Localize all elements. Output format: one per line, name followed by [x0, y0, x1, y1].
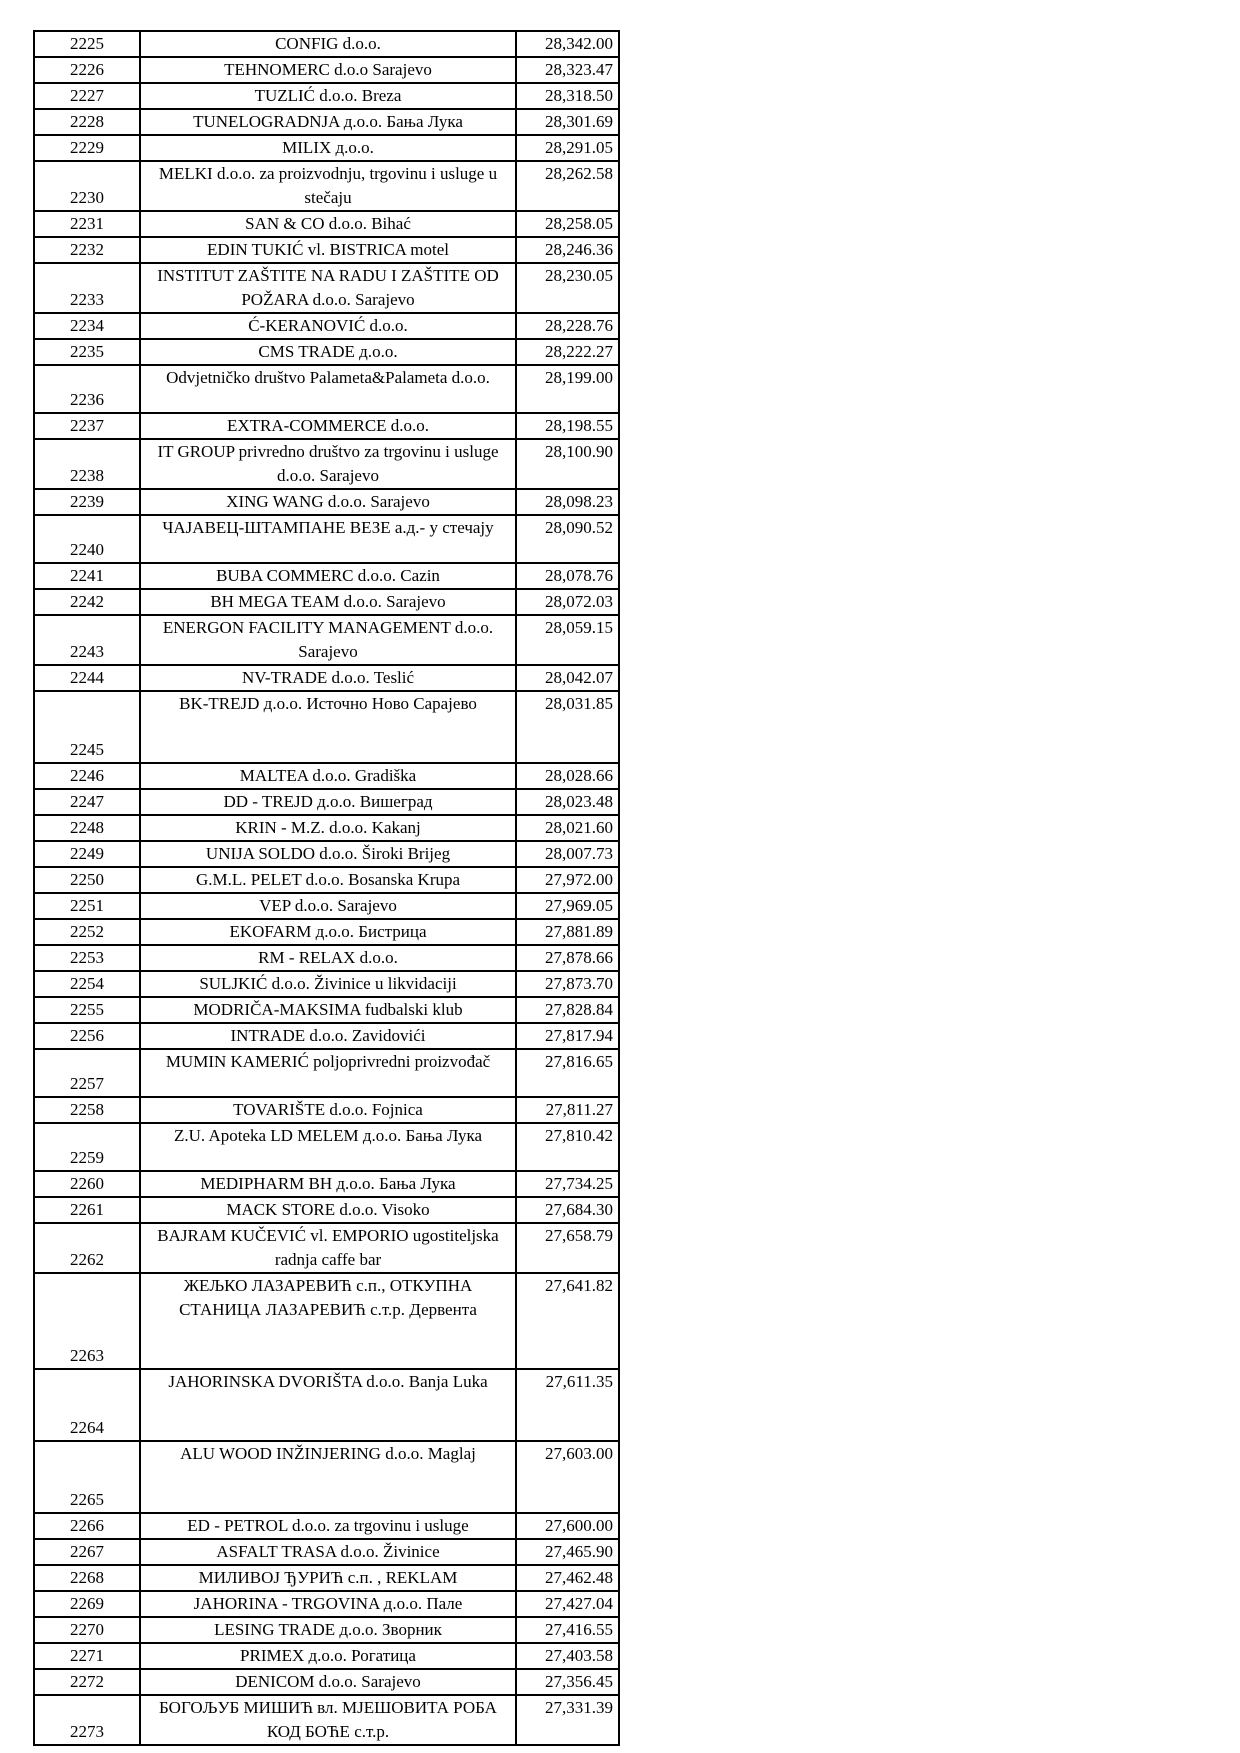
amount-cell: 27,816.65 — [516, 1049, 619, 1097]
row-number-cell: 2240 — [34, 515, 140, 563]
table-row — [34, 237, 619, 263]
company-name-cell: MILIX д.о.о. — [140, 135, 516, 161]
company-name-cell: ED - PETROL d.o.o. za trgovinu i usluge — [140, 1513, 516, 1539]
row-number-cell: 2225 — [34, 31, 140, 57]
table-row — [34, 919, 619, 945]
company-name-cell: SAN & CO d.o.o. Bihać — [140, 211, 516, 237]
amount-cell: 27,878.66 — [516, 945, 619, 971]
row-number-cell: 2256 — [34, 1023, 140, 1049]
row-number-cell: 2252 — [34, 919, 140, 945]
amount-cell: 27,972.00 — [516, 867, 619, 893]
company-name-cell: МИЛИВОЈ ЂУРИЋ с.п. , REKLAM — [140, 1565, 516, 1591]
row-number-cell: 2250 — [34, 867, 140, 893]
company-name-cell: BAJRAM KUČEVIĆ vl. EMPORIO ugostiteljska radnja caffe bar — [140, 1223, 516, 1273]
table-row — [34, 867, 619, 893]
company-name-cell: IT GROUP privredno društvo za trgovinu i usluge d.o.o. Sarajevo — [140, 439, 516, 489]
amount-cell: 27,811.27 — [516, 1097, 619, 1123]
amount-cell: 27,356.45 — [516, 1669, 619, 1695]
company-name-cell: ASFALT TRASA d.o.o. Živinice — [140, 1539, 516, 1565]
company-name-cell: DENICOM d.o.o. Sarajevo — [140, 1669, 516, 1695]
table-row — [34, 1171, 619, 1197]
company-name-cell: INTRADE d.o.o. Zavidovići — [140, 1023, 516, 1049]
table-row — [34, 1565, 619, 1591]
company-name-cell: TUNELOGRADNJA д.о.о. Бања Лука — [140, 109, 516, 135]
company-name-cell: EDIN TUKIĆ vl. BISTRICA motel — [140, 237, 516, 263]
row-number-cell: 2227 — [34, 83, 140, 109]
company-name-cell: JAHORINSKA DVORIŠTA d.o.o. Banja Luka — [140, 1369, 516, 1441]
table-row — [34, 1049, 619, 1097]
company-name-cell: XING WANG d.o.o. Sarajevo — [140, 489, 516, 515]
table-row — [34, 439, 619, 489]
row-number-cell: 2244 — [34, 665, 140, 691]
company-name-cell: BUBA COMMERC d.o.o. Cazin — [140, 563, 516, 589]
row-number-cell: 2236 — [34, 365, 140, 413]
table-row — [34, 589, 619, 615]
row-number-cell: 2228 — [34, 109, 140, 135]
amount-cell: 28,230.05 — [516, 263, 619, 313]
amount-cell: 27,881.89 — [516, 919, 619, 945]
row-number-cell: 2270 — [34, 1617, 140, 1643]
amount-cell: 27,828.84 — [516, 997, 619, 1023]
table-row — [34, 135, 619, 161]
company-name-cell: MALTEA d.o.o. Gradiška — [140, 763, 516, 789]
row-number-cell: 2257 — [34, 1049, 140, 1097]
table-row — [34, 31, 619, 57]
row-number-cell: 2251 — [34, 893, 140, 919]
table-row — [34, 489, 619, 515]
table-body — [34, 31, 619, 1745]
row-number-cell: 2268 — [34, 1565, 140, 1591]
table-row — [34, 83, 619, 109]
table-row — [34, 1441, 619, 1513]
row-number-cell: 2264 — [34, 1369, 140, 1441]
row-number-cell: 2265 — [34, 1441, 140, 1513]
table-row — [34, 1695, 619, 1745]
row-number-cell: 2271 — [34, 1643, 140, 1669]
company-name-cell: ALU WOOD INŽINJERING d.o.o. Maglaj — [140, 1441, 516, 1513]
table-row — [34, 515, 619, 563]
table-row — [34, 1591, 619, 1617]
table-row — [34, 1097, 619, 1123]
amount-cell: 28,301.69 — [516, 109, 619, 135]
row-number-cell: 2232 — [34, 237, 140, 263]
amount-cell: 28,199.00 — [516, 365, 619, 413]
table-row — [34, 691, 619, 763]
table-row — [34, 763, 619, 789]
row-number-cell: 2229 — [34, 135, 140, 161]
table-row — [34, 789, 619, 815]
company-name-cell: VEP d.o.o. Sarajevo — [140, 893, 516, 919]
company-name-cell: ЖЕЉКО ЛАЗАРЕВИЋ с.п., ОТКУПНА СТАНИЦА ЛАЗАРЕВИЋ с.т.р. Дервента — [140, 1273, 516, 1369]
amount-cell: 27,817.94 — [516, 1023, 619, 1049]
table-row — [34, 413, 619, 439]
row-number-cell: 2262 — [34, 1223, 140, 1273]
company-name-cell: LESING TRADE д.о.о. Зворник — [140, 1617, 516, 1643]
amount-cell: 28,228.76 — [516, 313, 619, 339]
amount-cell: 28,198.55 — [516, 413, 619, 439]
company-name-cell: DD - TREJD д.о.о. Вишеград — [140, 789, 516, 815]
company-name-cell: PRIMEX д.о.о. Рогатица — [140, 1643, 516, 1669]
company-name-cell: Odvjetničko društvo Palameta&Palameta d.o.o. — [140, 365, 516, 413]
amount-cell: 28,078.76 — [516, 563, 619, 589]
company-name-cell: BH MEGA TEAM d.o.o. Sarajevo — [140, 589, 516, 615]
row-number-cell: 2269 — [34, 1591, 140, 1617]
company-name-cell: UNIJA SOLDO d.o.o. Široki Brijeg — [140, 841, 516, 867]
row-number-cell: 2247 — [34, 789, 140, 815]
table-row — [34, 997, 619, 1023]
table-row — [34, 615, 619, 665]
amount-cell: 27,641.82 — [516, 1273, 619, 1369]
company-name-cell: MEDIPHARM BH д.о.о. Бања Лука — [140, 1171, 516, 1197]
company-name-cell: Z.U. Apoteka LD MELEM д.о.о. Бања Лука — [140, 1123, 516, 1171]
amount-cell: 27,734.25 — [516, 1171, 619, 1197]
table-row — [34, 161, 619, 211]
row-number-cell: 2242 — [34, 589, 140, 615]
row-number-cell: 2230 — [34, 161, 140, 211]
row-number-cell: 2239 — [34, 489, 140, 515]
table-row — [34, 1197, 619, 1223]
amount-cell: 27,403.58 — [516, 1643, 619, 1669]
row-number-cell: 2258 — [34, 1097, 140, 1123]
company-name-cell: Ć-KERANOVIĆ d.o.o. — [140, 313, 516, 339]
amount-cell: 28,021.60 — [516, 815, 619, 841]
amount-cell: 28,059.15 — [516, 615, 619, 665]
table-row — [34, 1617, 619, 1643]
amount-cell: 28,222.27 — [516, 339, 619, 365]
company-name-cell: MELKI d.o.o. za proizvodnju, trgovinu i usluge u stečaju — [140, 161, 516, 211]
row-number-cell: 2263 — [34, 1273, 140, 1369]
row-number-cell: 2241 — [34, 563, 140, 589]
company-name-cell: MACK STORE d.o.o. Visoko — [140, 1197, 516, 1223]
row-number-cell: 2233 — [34, 263, 140, 313]
table-row — [34, 971, 619, 997]
amount-cell: 27,427.04 — [516, 1591, 619, 1617]
table-row — [34, 945, 619, 971]
table-row — [34, 313, 619, 339]
row-number-cell: 2237 — [34, 413, 140, 439]
company-name-cell: MUMIN KAMERIĆ poljoprivredni proizvođač — [140, 1049, 516, 1097]
amount-cell: 27,658.79 — [516, 1223, 619, 1273]
amount-cell: 27,331.39 — [516, 1695, 619, 1745]
table-row — [34, 1513, 619, 1539]
table-row — [34, 665, 619, 691]
companies-amount-table — [33, 30, 620, 1746]
company-name-cell: MODRIČA-MAKSIMA fudbalski klub — [140, 997, 516, 1023]
amount-cell: 27,600.00 — [516, 1513, 619, 1539]
row-number-cell: 2231 — [34, 211, 140, 237]
company-name-cell: TEHNOMERC d.o.o Sarajevo — [140, 57, 516, 83]
row-number-cell: 2234 — [34, 313, 140, 339]
company-name-cell: JAHORINA - TRGOVINA д.о.о. Пале — [140, 1591, 516, 1617]
row-number-cell: 2261 — [34, 1197, 140, 1223]
company-name-cell: BK-TREJD д.о.о. Источно Ново Сарајево — [140, 691, 516, 763]
table-row — [34, 57, 619, 83]
amount-cell: 28,072.03 — [516, 589, 619, 615]
company-name-cell: ENERGON FACILITY MANAGEMENT d.o.o. Sarajevo — [140, 615, 516, 665]
amount-cell: 28,007.73 — [516, 841, 619, 867]
table-row — [34, 841, 619, 867]
row-number-cell: 2254 — [34, 971, 140, 997]
company-name-cell: INSTITUT ZAŠTITE NA RADU I ZAŠTITE OD POŽARA d.o.o. Sarajevo — [140, 263, 516, 313]
company-name-cell: ЧАЈАВЕЦ-ШТАМПАНЕ ВЕЗЕ а.д.- у стечају — [140, 515, 516, 563]
row-number-cell: 2273 — [34, 1695, 140, 1745]
table-row — [34, 563, 619, 589]
amount-cell: 28,262.58 — [516, 161, 619, 211]
amount-cell: 28,323.47 — [516, 57, 619, 83]
table-row — [34, 109, 619, 135]
amount-cell: 28,042.07 — [516, 665, 619, 691]
amount-cell: 27,684.30 — [516, 1197, 619, 1223]
company-name-cell: NV-TRADE d.o.o. Teslić — [140, 665, 516, 691]
amount-cell: 28,100.90 — [516, 439, 619, 489]
amount-cell: 28,246.36 — [516, 237, 619, 263]
amount-cell: 28,342.00 — [516, 31, 619, 57]
amount-cell: 27,603.00 — [516, 1441, 619, 1513]
company-name-cell: TUZLIĆ d.o.o. Breza — [140, 83, 516, 109]
amount-cell: 27,810.42 — [516, 1123, 619, 1171]
amount-cell: 28,258.05 — [516, 211, 619, 237]
table-row — [34, 365, 619, 413]
row-number-cell: 2255 — [34, 997, 140, 1023]
company-name-cell: TOVARIŠTE d.o.o. Fojnica — [140, 1097, 516, 1123]
amount-cell: 28,318.50 — [516, 83, 619, 109]
table-row — [34, 211, 619, 237]
amount-cell: 28,031.85 — [516, 691, 619, 763]
row-number-cell: 2253 — [34, 945, 140, 971]
company-name-cell: G.M.L. PELET d.o.o. Bosanska Krupa — [140, 867, 516, 893]
row-number-cell: 2235 — [34, 339, 140, 365]
row-number-cell: 2243 — [34, 615, 140, 665]
company-name-cell: CMS TRADE д.о.о. — [140, 339, 516, 365]
row-number-cell: 2246 — [34, 763, 140, 789]
row-number-cell: 2267 — [34, 1539, 140, 1565]
amount-cell: 28,028.66 — [516, 763, 619, 789]
company-name-cell: CONFIG d.o.o. — [140, 31, 516, 57]
amount-cell: 28,291.05 — [516, 135, 619, 161]
table-row — [34, 1369, 619, 1441]
row-number-cell: 2248 — [34, 815, 140, 841]
table-row — [34, 893, 619, 919]
table-row — [34, 1123, 619, 1171]
company-name-cell: RM - RELAX d.o.o. — [140, 945, 516, 971]
table-row — [34, 1223, 619, 1273]
row-number-cell: 2260 — [34, 1171, 140, 1197]
amount-cell: 27,611.35 — [516, 1369, 619, 1441]
amount-cell: 27,462.48 — [516, 1565, 619, 1591]
company-name-cell: EXTRA-COMMERCE d.o.o. — [140, 413, 516, 439]
table-row — [34, 1539, 619, 1565]
table-row — [34, 339, 619, 365]
table-row — [34, 1643, 619, 1669]
table-row — [34, 1023, 619, 1049]
company-name-cell: SULJKIĆ d.o.o. Živinice u likvidaciji — [140, 971, 516, 997]
row-number-cell: 2238 — [34, 439, 140, 489]
amount-cell: 27,873.70 — [516, 971, 619, 997]
row-number-cell: 2226 — [34, 57, 140, 83]
company-name-cell: EKOFARM д.о.о. Бистрица — [140, 919, 516, 945]
company-name-cell: БОГОЉУБ МИШИЋ вл. МЈЕШОВИТА РОБА КОД БОЋЕ с.т.р. — [140, 1695, 516, 1745]
amount-cell: 28,090.52 — [516, 515, 619, 563]
row-number-cell: 2266 — [34, 1513, 140, 1539]
row-number-cell: 2272 — [34, 1669, 140, 1695]
row-number-cell: 2249 — [34, 841, 140, 867]
amount-cell: 27,465.90 — [516, 1539, 619, 1565]
table-row — [34, 815, 619, 841]
company-name-cell: KRIN - M.Z. d.o.o. Kakanj — [140, 815, 516, 841]
table-row — [34, 263, 619, 313]
amount-cell: 28,023.48 — [516, 789, 619, 815]
amount-cell: 28,098.23 — [516, 489, 619, 515]
table-row — [34, 1669, 619, 1695]
table-row — [34, 1273, 619, 1369]
row-number-cell: 2245 — [34, 691, 140, 763]
amount-cell: 27,416.55 — [516, 1617, 619, 1643]
row-number-cell: 2259 — [34, 1123, 140, 1171]
amount-cell: 27,969.05 — [516, 893, 619, 919]
